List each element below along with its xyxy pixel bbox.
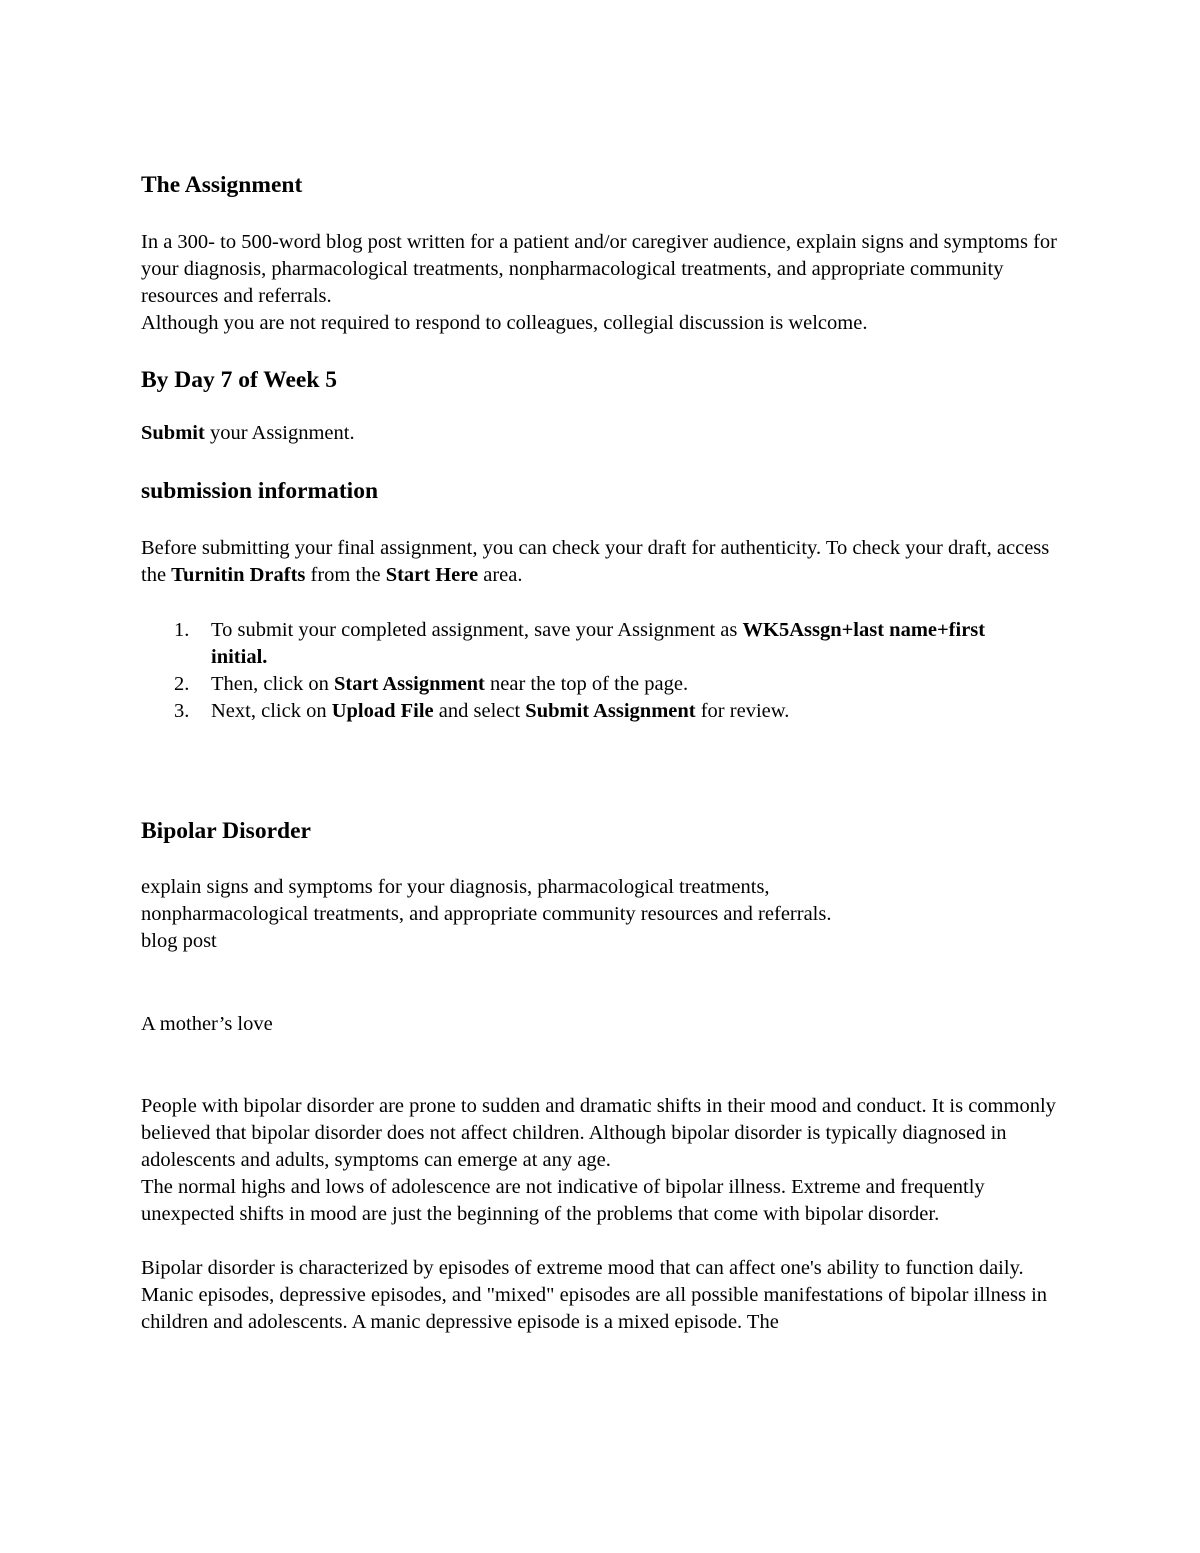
step-number: 1. (174, 619, 190, 641)
post-paragraph-2: The normal highs and lows of adolescence are not indicative of bipolar illness. Extreme and frequently unexpected shifts in mood are just the beginning of the problems that come with bipolar disorder. (141, 1176, 990, 1225)
document-page (141, 170, 1061, 1336)
start-assignment-label: Start Assignment (333, 673, 485, 695)
submit-rest: your Assignment. (204, 422, 355, 444)
submit-line (141, 420, 1061, 447)
blog-post-label: blog post (141, 930, 217, 952)
list-item (141, 617, 1061, 671)
step-text: To submit your completed assignment, save your Assignment as (211, 619, 743, 641)
file-name-format: WK5Assgn+last name+first initial. (211, 619, 986, 668)
intro-text-a: Before submitting your final assignment, you can check your draft for authenticity. To check your draft, access the (141, 537, 1055, 586)
step-text: for review. (695, 700, 790, 722)
submit-assignment-label: Submit Assignment (525, 700, 696, 722)
start-here-label: Start Here (385, 564, 479, 586)
intro-text-b: from the (305, 564, 386, 586)
step-number: 3. (174, 700, 190, 722)
bipolar-heading: Bipolar Disorder (141, 818, 311, 844)
assignment-heading: The Assignment (141, 172, 303, 198)
step-text: Next, click on (211, 700, 332, 722)
post-title: A mother’s love (141, 1013, 273, 1035)
submission-intro (141, 535, 1061, 589)
bipolar-task: explain signs and symptoms for your diagnosis, pharmacological treatments, nonpharmacological treatments, and appropriate community resources and referrals. (141, 876, 832, 925)
upload-file-label: Upload File (331, 700, 434, 722)
step-text: near the top of the page. (484, 673, 689, 695)
assignment-note: Although you are not required to respond to colleagues, collegial discussion is welcome. (141, 312, 868, 334)
submit-bold: Submit (141, 422, 205, 444)
post-paragraph-1: People with bipolar disorder are prone to sudden and dramatic shifts in their mood and conduct. It is commonly believed that bipolar disorder does not affect children. Although bipolar disorder is typically diagnosed in adolescents and adults, symptoms can emerge at any age. (141, 1095, 1062, 1171)
intro-text-c: area. (478, 564, 523, 586)
list-item (141, 671, 1061, 698)
submission-heading: submission information (141, 478, 379, 504)
turnitin-drafts-label: Turnitin Drafts (171, 564, 306, 586)
step-text: Then, click on (211, 673, 334, 695)
post-paragraph-4: Manic episodes, depressive episodes, and "mixed" episodes are all possible manifestations of bipolar illness in children and adolescents. A manic depressive episode is a mixed episode. The (141, 1284, 1053, 1333)
step-number: 2. (174, 673, 190, 695)
list-item (141, 698, 1061, 725)
submission-steps (141, 617, 1061, 725)
post-paragraph-3: Bipolar disorder is characterized by episodes of extreme mood that can affect one's ability to function daily. (141, 1257, 1024, 1279)
deadline-heading: By Day 7 of Week 5 (141, 367, 338, 393)
assignment-paragraph: In a 300- to 500-word blog post written for a patient and/or caregiver audience, explain signs and symptoms for your diagnosis, pharmacological treatments, nonpharmacological treatments, and appropriate community resources and referrals. (141, 231, 1063, 307)
step-text: and select (433, 700, 526, 722)
